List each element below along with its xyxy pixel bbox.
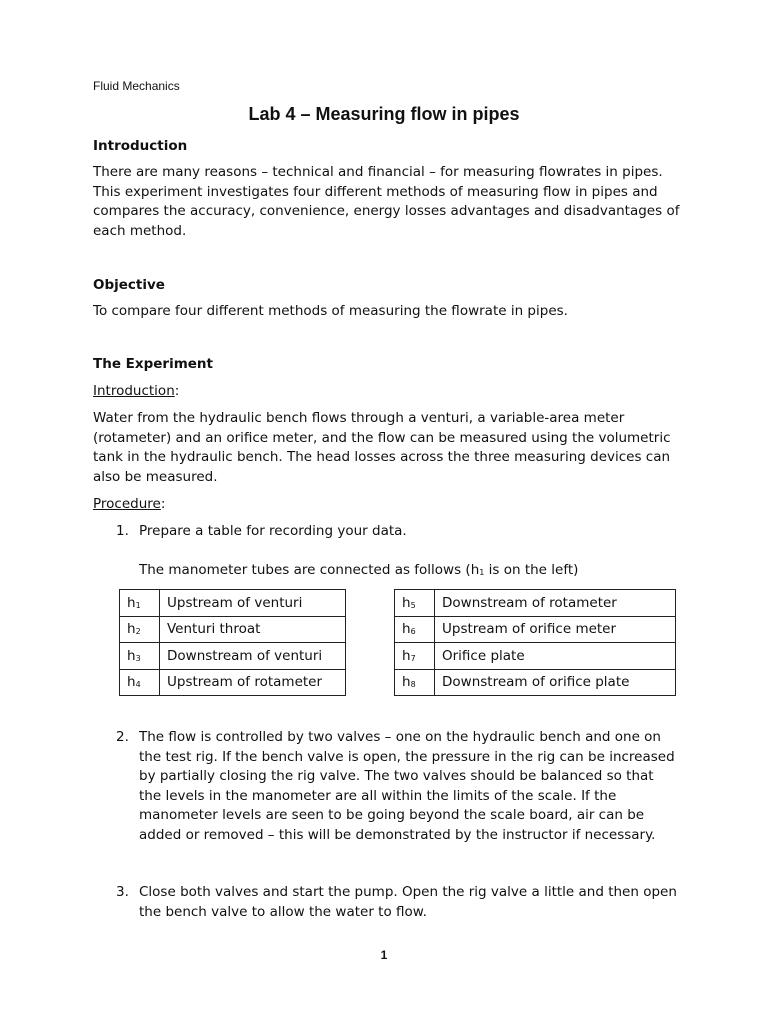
manometer-row [395, 590, 676, 617]
tube-location: Upstream of orifice meter [435, 616, 676, 643]
manometer-row [395, 616, 676, 643]
manometer-row [395, 643, 676, 670]
manometer-table-left [119, 589, 346, 696]
tube-label: $h_4$ [120, 669, 160, 696]
tube-label: $h_6$ [395, 616, 435, 643]
tube-label: $h_3$ [120, 643, 160, 670]
tube-label: $h_7$ [395, 643, 435, 670]
manometer-row [120, 590, 346, 617]
manometer-row [120, 643, 346, 670]
experiment-heading: The Experiment [93, 356, 213, 372]
manometer-note: The manometer tubes are connected as follows ($h_1$ is on the left) [139, 562, 579, 578]
manometer-row [120, 669, 346, 696]
tube-location: Orifice plate [435, 643, 676, 670]
tube-location: Downstream of venturi [160, 643, 346, 670]
tube-location: Upstream of venturi [160, 590, 346, 617]
manometer-table-right [394, 589, 676, 696]
page-number: 1 [380, 948, 388, 962]
step-3-text: Close both valves and start the pump. Open the rig valve a little and then open the bench valve to allow the water to flow. [139, 884, 677, 920]
tube-location: Downstream of orifice plate [435, 669, 676, 696]
objective-heading: Objective [93, 277, 165, 293]
experiment-introduction-label: Introduction: [93, 383, 180, 399]
step-2-text: The flow is controlled by two valves – one on the hydraulic bench and one on the test rig. If the bench valve is open, the pressure in the rig can be increased by partially closing the rig valve. The two valves should be balanced so that the levels in the manometer are all within the limits of the scale. If the manometer levels are seen to be going beyond the scale board, air can be added or removed – this will be demonstrated by the instructor if necessary. [139, 729, 675, 843]
tube-label: $h_5$ [395, 590, 435, 617]
step-3-number: 3. [116, 884, 129, 900]
manometer-row [120, 616, 346, 643]
tube-location: Venturi throat [160, 616, 346, 643]
procedure-label: Procedure: [93, 496, 166, 512]
tube-location: Upstream of rotameter [160, 669, 346, 696]
objective-text: To compare four different methods of measuring the flowrate in pipes. [93, 303, 568, 319]
course-name: Fluid Mechanics [93, 79, 180, 93]
document-title: Lab 4 – Measuring flow in pipes [248, 104, 520, 124]
tube-label: $h_2$ [120, 616, 160, 643]
experiment-introduction-text: Water from the hydraulic bench flows through a venturi, a variable-area meter (rotameter) and an orifice meter, and the flow can be measured using the volumetric tank in the hydraulic bench. The head losses across the three measuring devices can also be measured. [93, 410, 671, 485]
tube-label: $h_8$ [395, 669, 435, 696]
step-2-number: 2. [116, 729, 129, 745]
manometer-row [395, 669, 676, 696]
step-1-number: 1. [116, 523, 129, 539]
introduction-text: There are many reasons – technical and financial – for measuring flowrates in pipes. This experiment investigates four different methods of measuring flow in pipes and compares the accuracy, convenience, energy losses advantages and disadvantages of each method. [93, 164, 680, 239]
tube-location: Downstream of rotameter [435, 590, 676, 617]
step-1-text: Prepare a table for recording your data. [139, 523, 407, 539]
tube-label: $h_1$ [120, 590, 160, 617]
introduction-heading: Introduction [93, 138, 188, 154]
